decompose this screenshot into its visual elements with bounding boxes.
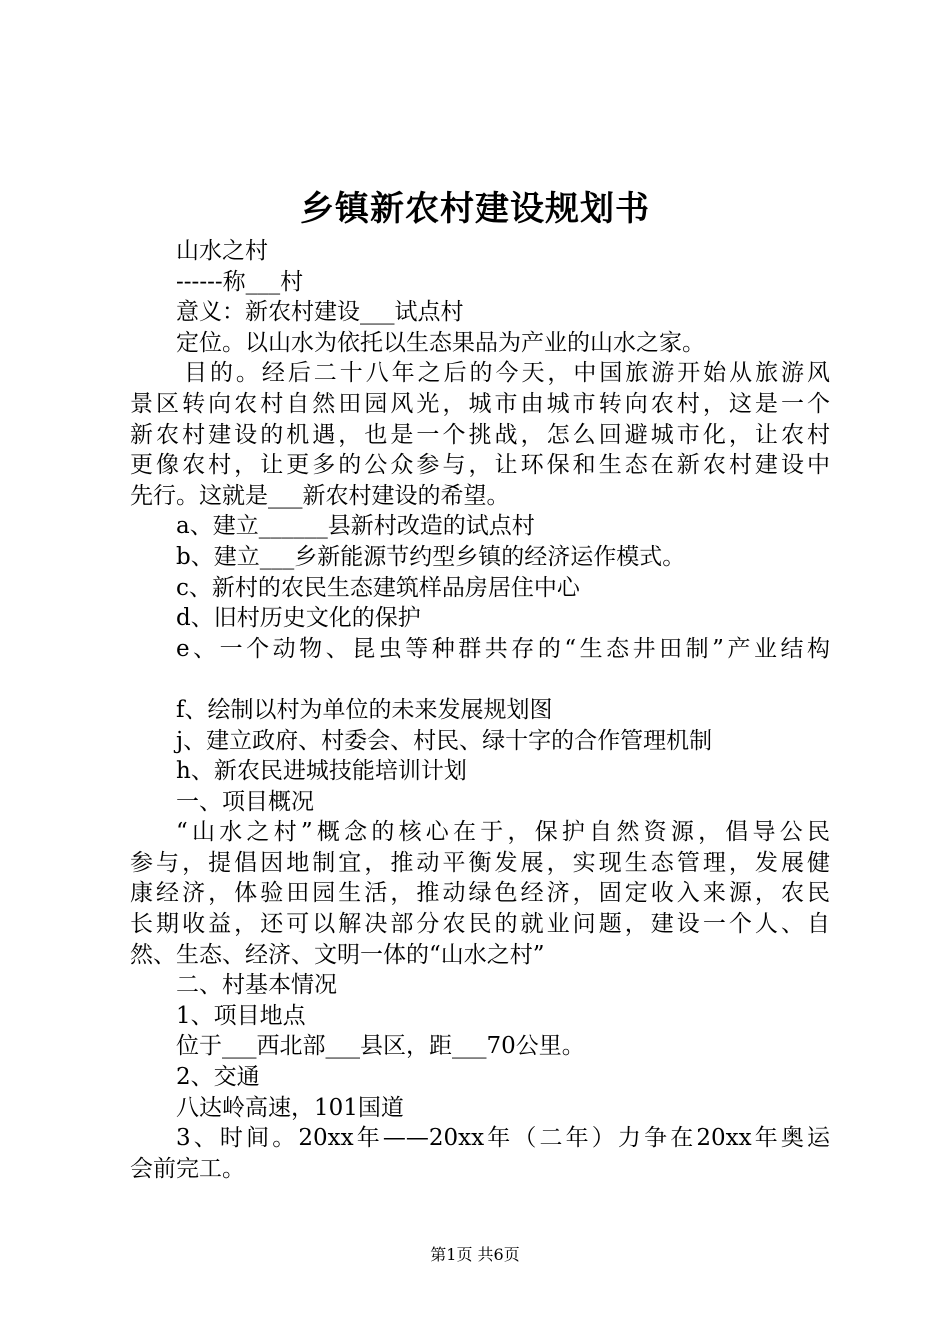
document-body	[130, 236, 830, 1184]
paragraph-line: 山水之村	[176, 238, 268, 264]
paragraph-line: 意义：新农村建设___试点村	[176, 299, 464, 326]
paragraph-line: 参与，提倡因地制宜，推动平衡发展，实现生态管理，发展健	[130, 849, 830, 876]
paragraph-line: 康经济，体验田园生活，推动绿色经济，固定收入来源，农民	[130, 880, 830, 907]
list-item: d、旧村历史文化的保护	[176, 605, 421, 632]
paragraph-line: 更像农村，让更多的公众参与，让环保和生态在新农村建设中	[130, 452, 830, 479]
list-item: e、一个动物、昆虫等种群共存的“生态井田制”产业结构	[176, 635, 830, 662]
list-item: h、新农民进城技能培训计划	[176, 758, 467, 785]
paragraph-line: 景区转向农村自然田园风光，城市由城市转向农村，这是一个	[130, 390, 830, 417]
list-item: f、绘制以村为单位的未来发展规划图	[176, 696, 553, 723]
subsection-heading: 2、交通	[176, 1064, 260, 1091]
blank-line	[130, 664, 830, 695]
list-item: j、建立政府、村委会、村民、绿十字的合作管理机制	[176, 727, 713, 754]
paragraph-line: 八达岭高速，101国道	[176, 1094, 404, 1121]
document-title: 乡镇新农村建设规划书	[300, 189, 650, 229]
section-heading: 二、村基本情况	[176, 972, 337, 999]
page-number-footer: 第1页 共6页	[430, 1245, 520, 1264]
paragraph-line: 新农村建设的机遇，也是一个挑战，怎么回避城市化，让农村	[130, 421, 830, 448]
paragraph-line: 3、时间。20xx年——20xx年（二年）力争在20xx年奥运	[176, 1125, 830, 1152]
paragraph-line: 长期收益，还可以解决部分农民的就业问题，建设一个人、自	[130, 911, 830, 938]
paragraph-line: 然、生态、经济、文明一体的“山水之村”	[130, 941, 545, 968]
list-item: b、建立___乡新能源节约型乡镇的经济运作模式。	[176, 543, 686, 570]
paragraph-line: ------称___村	[176, 268, 304, 295]
paragraph-line: 会前完工。	[130, 1155, 245, 1182]
paragraph-line: 定位。以山水为依托以生态果品为产业的山水之家。	[176, 329, 705, 356]
paragraph-line: “山水之村”概念的核心在于，保护自然资源，倡导公民	[176, 819, 830, 846]
paragraph-line: 位于___西北部___县区，距___70公里。	[176, 1033, 585, 1060]
list-item: a、建立______县新村改造的试点村	[176, 513, 535, 540]
list-item: c、新村的农民生态建筑样品房居住中心	[176, 574, 580, 601]
paragraph-line: 目的。经后二十八年之后的今天，中国旅游开始从旅游风	[184, 360, 830, 387]
subsection-heading: 1、项目地点	[176, 1002, 306, 1029]
section-heading: 一、项目概况	[176, 788, 314, 815]
paragraph-line: 先行。这就是___新农村建设的希望。	[130, 482, 510, 509]
